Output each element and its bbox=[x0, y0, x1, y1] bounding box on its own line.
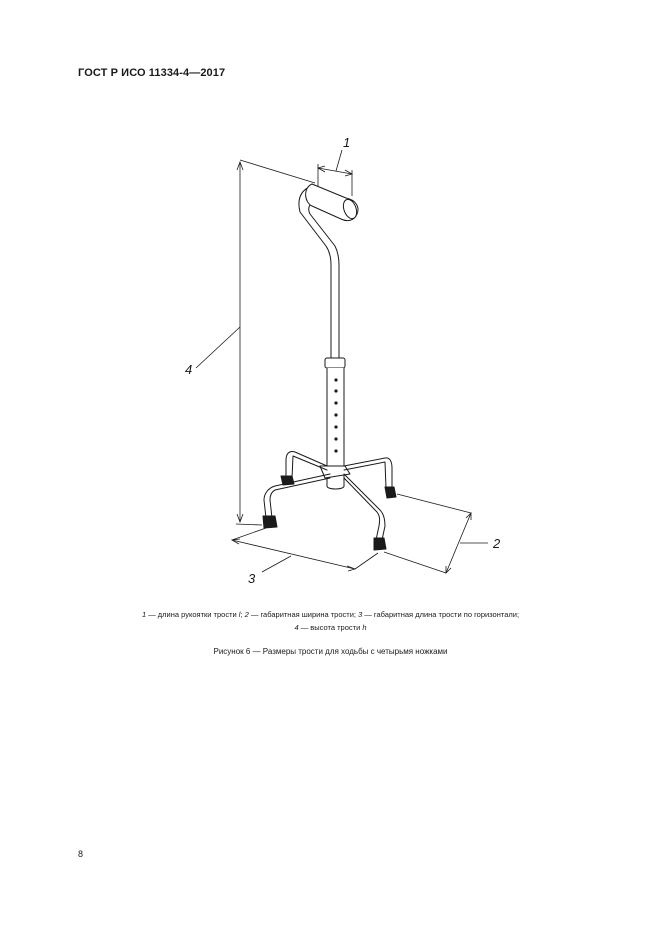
legend-text-3: — габаритная длина трости по горизонтали; bbox=[362, 610, 520, 619]
leg-front-left-inner bbox=[270, 478, 330, 518]
cane-crook-inner bbox=[309, 200, 339, 358]
foot-back-left bbox=[281, 476, 294, 485]
page-number: 8 bbox=[78, 849, 84, 859]
adjust-collar bbox=[325, 358, 345, 368]
legend-sep-1: ; bbox=[240, 610, 245, 619]
figure-legend-line-1 bbox=[60, 608, 601, 621]
callout-4-height: 4 bbox=[185, 362, 193, 377]
leg-front-right-inner bbox=[344, 478, 380, 540]
foot-back-right bbox=[385, 487, 396, 498]
legend-text-1: — длина рукоятки трости bbox=[146, 610, 239, 619]
legend-num-1: 1 bbox=[141, 610, 147, 619]
legend-num-3: 3 bbox=[358, 610, 363, 619]
legend-symbol-h: h bbox=[362, 623, 367, 632]
figure-legend-line-2 bbox=[60, 621, 601, 634]
standard-code-header: ГОСТ Р ИСО 11334-4—2017 bbox=[78, 67, 226, 79]
callout-1-grip-length: 1 bbox=[343, 135, 351, 150]
cane-body bbox=[263, 184, 396, 550]
legend-symbol-l: l bbox=[238, 610, 241, 619]
legend-text-4: — высота трости bbox=[298, 623, 363, 632]
figure-caption: Рисунок 6 — Размеры трости для ходьбы с четырьмя ножками bbox=[213, 647, 448, 656]
callout-3-length: 3 bbox=[248, 571, 256, 586]
foot-front-left bbox=[263, 516, 277, 528]
foot-front-right bbox=[374, 538, 386, 550]
legend-num-4: 4 bbox=[294, 623, 299, 632]
callout-2-width: 2 bbox=[493, 536, 501, 551]
legend-text-2: — габаритная ширина трости; bbox=[248, 610, 359, 619]
legend-num-2: 2 bbox=[244, 610, 249, 619]
